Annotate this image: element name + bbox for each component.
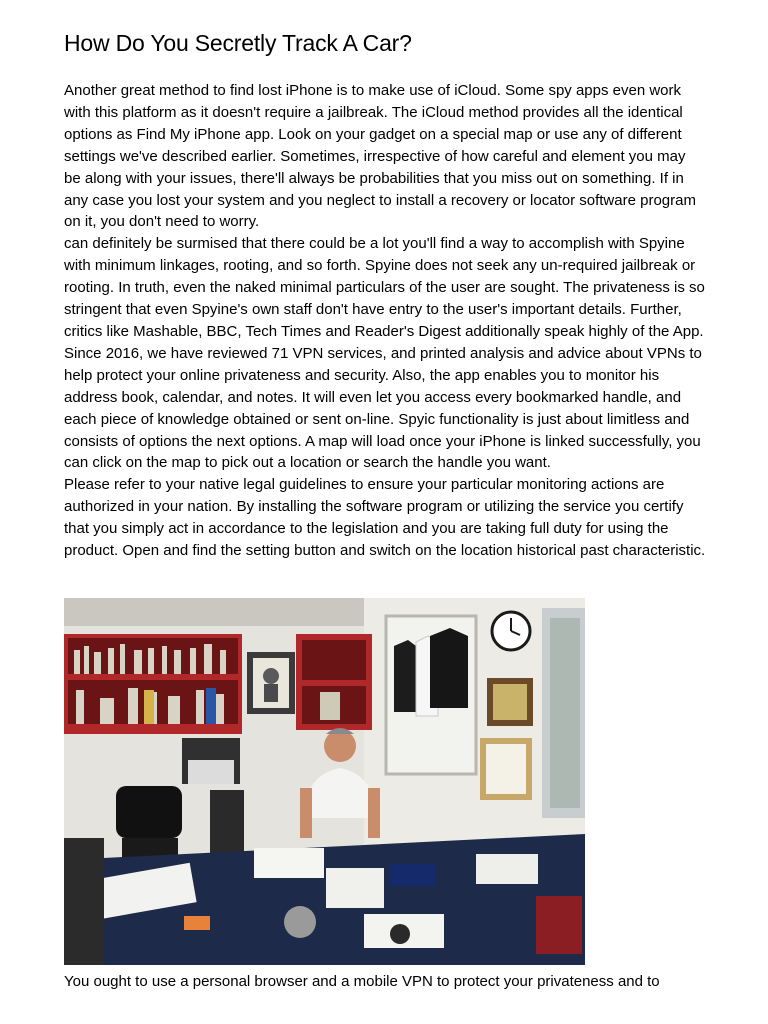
- paragraph: can definitely be surmised that there could be a lot you'll find a way to accomplish with Spyine with minimum linkages, rooting, and so forth. Spyine does not seek any un-required jailbreak or rooting. In truth, even the naked minimal particulars of the user are sought. The privateness is so stringent that even Spyine's own staff don't have entry to the user's important details. Further, critics like Mashable, BBC, Tech Times and Reader's Digest additionally speak highly of the App. Since 2016, we have reviewed 71 VPN services, and printed analysis and advice about VPNs to help protect your online privateness and security. Also, the app enables you to monitor his address book, calendar, and notes. It will even let you access every bookmarked handle, and each piece of knowledge obtained or sent on-line. Spyic functionality is just about limitless and consists of options the next options. A map will load once your iPhone is linked successfully, you can click on the map to pick out a location or search the handle you want.: [64, 235, 705, 472]
- footer-paragraph: You ought to use a personal browser and a mobile VPN to protect your privateness and to: [64, 973, 660, 990]
- article-body: [64, 80, 706, 562]
- office-photo: [64, 598, 585, 965]
- paragraph: Please refer to your native legal guidelines to ensure your particular monitoring actions are authorized in your nation. By installing the software program or utilizing the service you certify that you simply act in accordance to the legislation and you are taking full duty for using the product. Open and find the setting button and switch on the location historical past characteristic.: [64, 476, 706, 560]
- page-title: How Do You Secretly Track A Car?: [64, 30, 412, 56]
- paragraph: Another great method to find lost iPhone is to make use of iCloud. Some spy apps even work with this platform as it doesn't require a jailbreak. The iCloud method provides all the identical options as Find My iPhone app. Look on your gadget on a special map or use any of different settings we've described earlier. Sometimes, irrespective of how careful and element you may be along with your issues, there'll always be probabilities that you miss out on something. If in any case you lost your system and you neglect to install a recovery or locator software program on it, you don't need to worry.: [64, 82, 696, 231]
